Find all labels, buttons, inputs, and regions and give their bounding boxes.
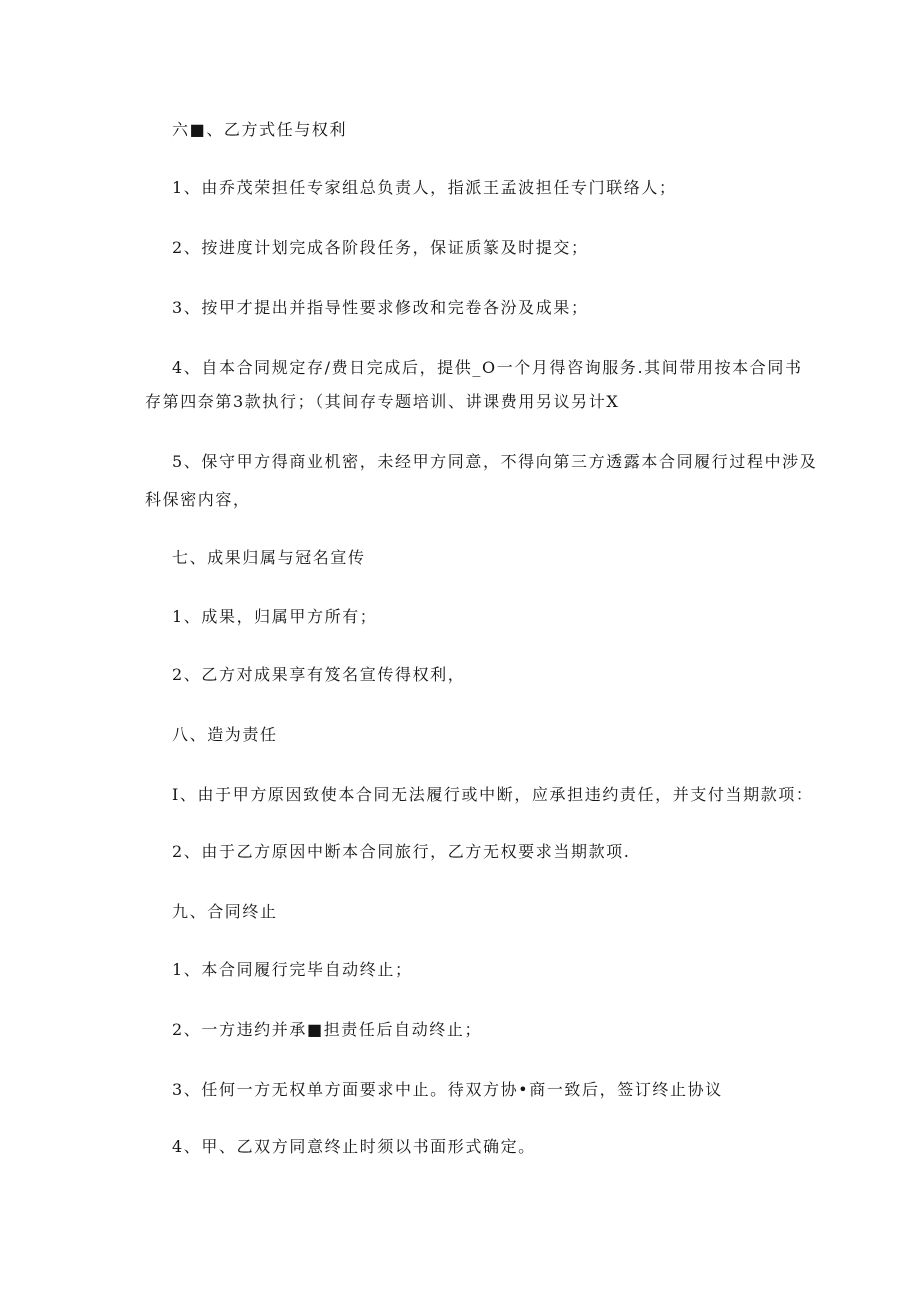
section-8-item-2: 2、由于乙方原因中断本合同旅行，乙方无权要求当期款项. — [172, 842, 631, 861]
section-9-item-2: 2、一方违约并承■担责任后自动终止； — [172, 1020, 483, 1039]
section-6-item-4-line-2: 存第四奈第3款执行；（其间存专题培训、讲课费用另议另计X — [145, 392, 620, 411]
section-9-item-3: 3、任何一方无权单方面要求中止。待双方协•商一致后，签订终止协议 — [172, 1080, 723, 1099]
section-7-item-1: 1、成果，归属甲方所有； — [172, 607, 378, 626]
section-7-item-2: 2、乙方对成果享有笈名宣传得权利， — [172, 665, 466, 684]
section-6-item-2: 2、按进度计划完成各阶段任务，保证质篆及时提交； — [172, 238, 589, 257]
section-8-heading: 八、造为责任 — [172, 725, 278, 744]
section-6-item-1: 1、由乔茂荣担任专家组总负责人，指派王孟波担任专门联络人； — [172, 178, 677, 197]
section-6-item-4-line-1: 4、自本合同规定存/费日完成后，提供_O一个月得咨询服务.其间带用按本合同书 — [172, 358, 803, 377]
section-9-item-1: 1、本合同履行完毕自动终止； — [172, 960, 413, 979]
section-9-item-4: 4、甲、乙双方同意终止时须以书面形式确定。 — [172, 1137, 536, 1156]
section-7-heading: 七、成果归属与冠名宣传 — [172, 548, 366, 567]
section-8-item-1: I、由于甲方原因致使本合同无法履行或中断，应承担违约责任，并支付当期款项： — [172, 785, 814, 804]
section-6-heading: 六■、乙方式任与权利 — [172, 120, 348, 139]
section-6-item-5-line-1: 5、保守甲方得商业机密，未经甲方同意，不得向第三方透露本合同履行过程中涉及 — [172, 452, 818, 471]
section-6-item-3: 3、按甲才提出并指导性要求修改和完卷各汾及成果； — [172, 298, 589, 317]
section-6-item-5-line-2: 科保密内容， — [145, 490, 251, 509]
section-9-heading: 九、合同终止 — [172, 902, 278, 921]
